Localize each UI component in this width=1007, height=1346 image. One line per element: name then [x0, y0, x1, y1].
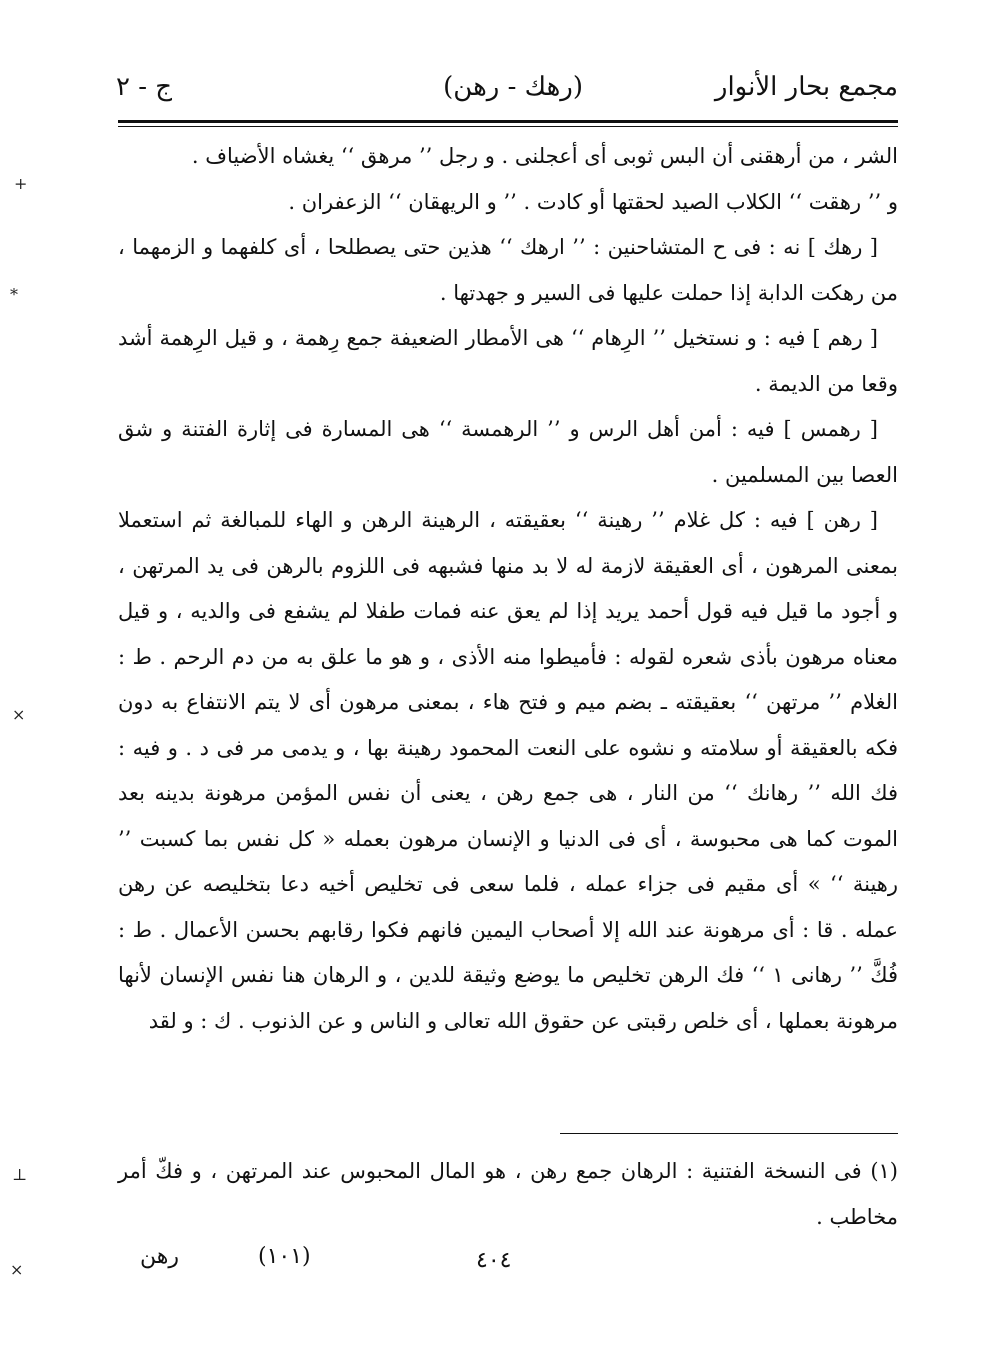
header-rule	[118, 120, 898, 123]
running-header	[110, 68, 898, 112]
book-title: مجمع بحار الأنوار	[714, 72, 898, 102]
entry-rahn: [ رهن ] فيه : كل غلام ’’ رهينة ‘‘ بعقيقته ، الرهينة الرهن و الهاء للمبالغة ثم استعملا بمعنى المرهون ، أى العقيقة لازمة له لا بد منها فشبهه فى اللزوم بالرهن فى يد المرتهن ، و أجود ما قيل فيه قول أحمد يريد إذا لم يعق عنه فمات طفلا لم يشفع فى والديه ، و قيل معناه مرهون بأذى شعره لقوله : فأميطوا منه الأذى ، و هو ما علق به من دم الرحم . ط : الغلام ’’ مرتهن ‘‘ بعقيقته ـ بضم ميم و فتح هاء ، بمعنى مرهون أى لا يتم الانتفاع به دون فكه بالعقيقة أو سلامته و نشوه على النعت المحمود رهينة بها ، و يدمى مر فى د . و فيه : فك الله ’’ رهانك ‘‘ من النار ، هى جمع رهن ، يعنى أن نفس المؤمن مرهونة بدينه بعد الموت كما هى محبوسة ، أى فى الدنيا و الإنسان مرهون بعمله « كل نفس بما كسبت ’’ رهينة ‘‘ » أى مقيم فى جزاء عمله ، فلما سعى فى تخليص أخيه دعا بتخليصه عن رهن عمله . قا : أى مرهونة عند الله إلا أصحاب اليمين فانهم فكوا رقابهم بحسن الأعمال . ط : فُكَّ ’’ رهانى ١ ‘‘ فك الرهن تخليص ما يوضع وثيقة للدين ، و الرهان هنا نفس الإنسان لأنها مرهونة بعملها ، أى خلص رقبتى عن حقوق الله تعالى و الناس و عن الذنوب . ك : و لقد	[118, 508, 898, 1033]
margin-mark: +	[14, 174, 28, 193]
margin-mark: ×	[10, 1260, 24, 1279]
entry-raham: [ رهم ] فيه : و نستخيل ’’ الرِهام ‘‘ هى الأمطار الضعيفة جمع رِهمة ، و قيل الرِهمة أشد وقعا من الديمة .	[118, 326, 898, 396]
entry-rahk: [ رهك ] نه : فى ح المتشاحنين : ’’ ارهك ‘‘ هذين حتى يصطلحا ، أى كلفهما و الزمهما ، من رهكت الدابة إذا حملت عليها فى السير و جهدتها .	[118, 235, 898, 305]
page-number: ٤٠٤	[476, 1248, 512, 1273]
footnote: (١) فى النسخة الفتنية : الرهان جمع رهن ، هو المال المحبوس عند المرتهن ، و فكّ أمر مخاطب .	[118, 1159, 898, 1229]
margin-mark: ×	[12, 705, 26, 724]
text-line: و ’’ رهقت ‘‘ الكلاب الصيد لحقتها أو كادت . ’’ و الريهقان ‘‘ الزعفران .	[288, 189, 898, 214]
footnote-rule	[560, 1133, 898, 1134]
margin-mark: ⊥	[12, 1165, 28, 1184]
entry-rahmas: [ رهمس ] فيه : أمن أهل الرس و ’’ الرهمسة ‘‘ هى المسارة فى إثارة الفتنة و شق العصا بين المسلمين .	[118, 417, 898, 487]
footer-root: رهن	[140, 1244, 179, 1269]
margin-mark: *	[10, 285, 18, 304]
text-line: الشر ، من أرهقنى أن البس ثوبى أى أعجلنى . و رجل ’’ مرهق ‘‘ يغشاه الأضياف .	[191, 144, 898, 168]
footer-ms-number: (١٠١)	[258, 1244, 311, 1269]
volume-number: ج - ٢	[116, 72, 173, 102]
root-range: (رهك - رهن)	[443, 72, 583, 102]
header-rule-thin	[118, 126, 898, 127]
main-text	[118, 134, 898, 1044]
